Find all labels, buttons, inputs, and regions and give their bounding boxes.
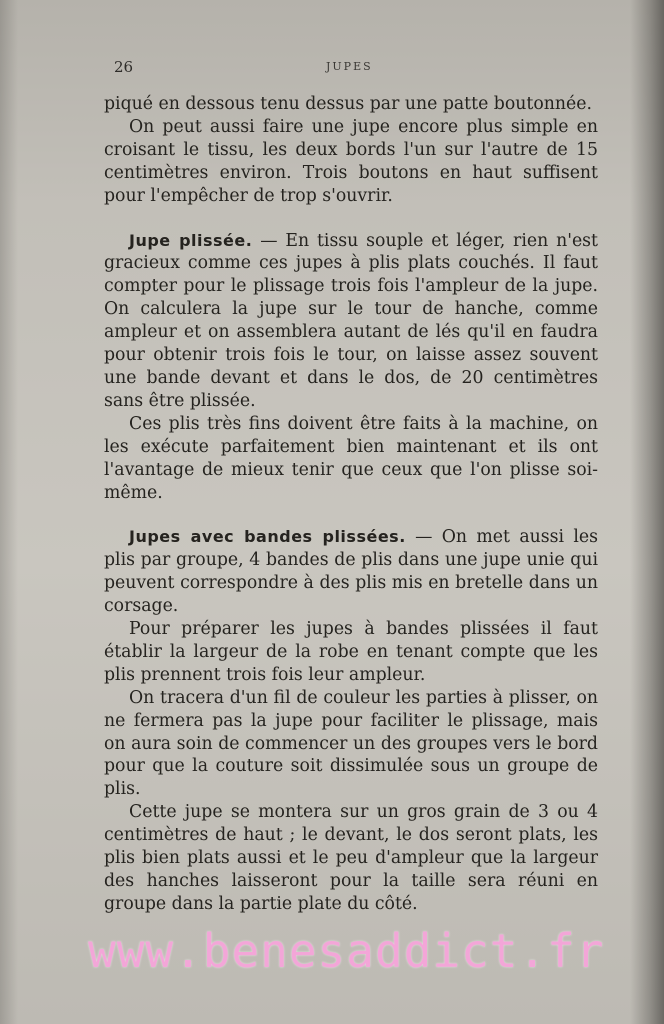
section-heading: Jupe plissée. [129,230,253,250]
section-jupe-plissee: Jupe plissée. — En tissu souple et léger, rien n'est gracieux comme ces jupes à plis plats couchés. Il faut compter pour le plissage trois fois l'ampleur de la jupe. On calculera la jupe sur le tour de hanche, comme ampleur et on assemblera autant de lés qu'il en faudra pour obtenir trois fois le tour, on laisse assez souvent une bande devant et dans le dos, de 20 centimètres sans être plissée. [104,230,598,411]
running-title: JUPES [326,60,373,73]
page-gutter-shadow [0,0,18,1024]
page-header [0,58,664,78]
paragraph-fine-pleats: Ces plis très fins doivent être faits à la machine, on les exécute parfaitement bien maintenant et ils ont l'avantage de mieux tenir que ceux que l'on plisse soi-même. [104,413,598,503]
page-edge-shadow [630,0,664,1024]
paragraph-grosgrain: Cette jupe se montera sur un gros grain de 3 ou 4 centimètres de haut ; le devant, le dos seront plats, les plis bien plats aussi et le peu d'ampleur que la largeur des hanches laisseront pour la taille sera réuni en groupe dans la partie plate du côté. [104,802,598,914]
section-spacer [104,208,598,230]
page-number: 26 [114,58,134,76]
watermark: www.benesaddict.fr [88,924,605,978]
paragraph-continuation: piqué en dessous tenu dessus par une patte boutonnée. [104,94,592,114]
paragraph-simple-skirt: On peut aussi faire une jupe encore plus simple en croisant le tissu, les deux bords l'un sur l'autre de 15 centimètres environ. Trois boutons en haut suffisent pour l'empêcher de trop s'ouvrir. [104,116,598,206]
paragraph-trace: On tracera d'un fil de couleur les parties à plisser, on ne fermera pas la jupe pour faciliter le plissage, mais on aura soin de commencer un des groupes vers le bord pour que la couture soit dissimulée sous un groupe de plis. [104,687,598,800]
section-spacer [104,504,598,526]
paragraph-prepare: Pour préparer les jupes à bandes plissées il faut établir la largeur de la robe en tenant compte que les plis prennent trois fois leur ampleur. [104,619,598,685]
body-text [104,93,598,916]
section-jupes-bandes-plissees: Jupes avec bandes plissées. — On met aussi les plis par groupe, 4 bandes de plis dans une jupe unie qui peuvent correspondre à des plis mis en bretelle dans un corsage. [104,527,598,617]
section-heading: Jupes avec bandes plissées. [129,527,406,547]
